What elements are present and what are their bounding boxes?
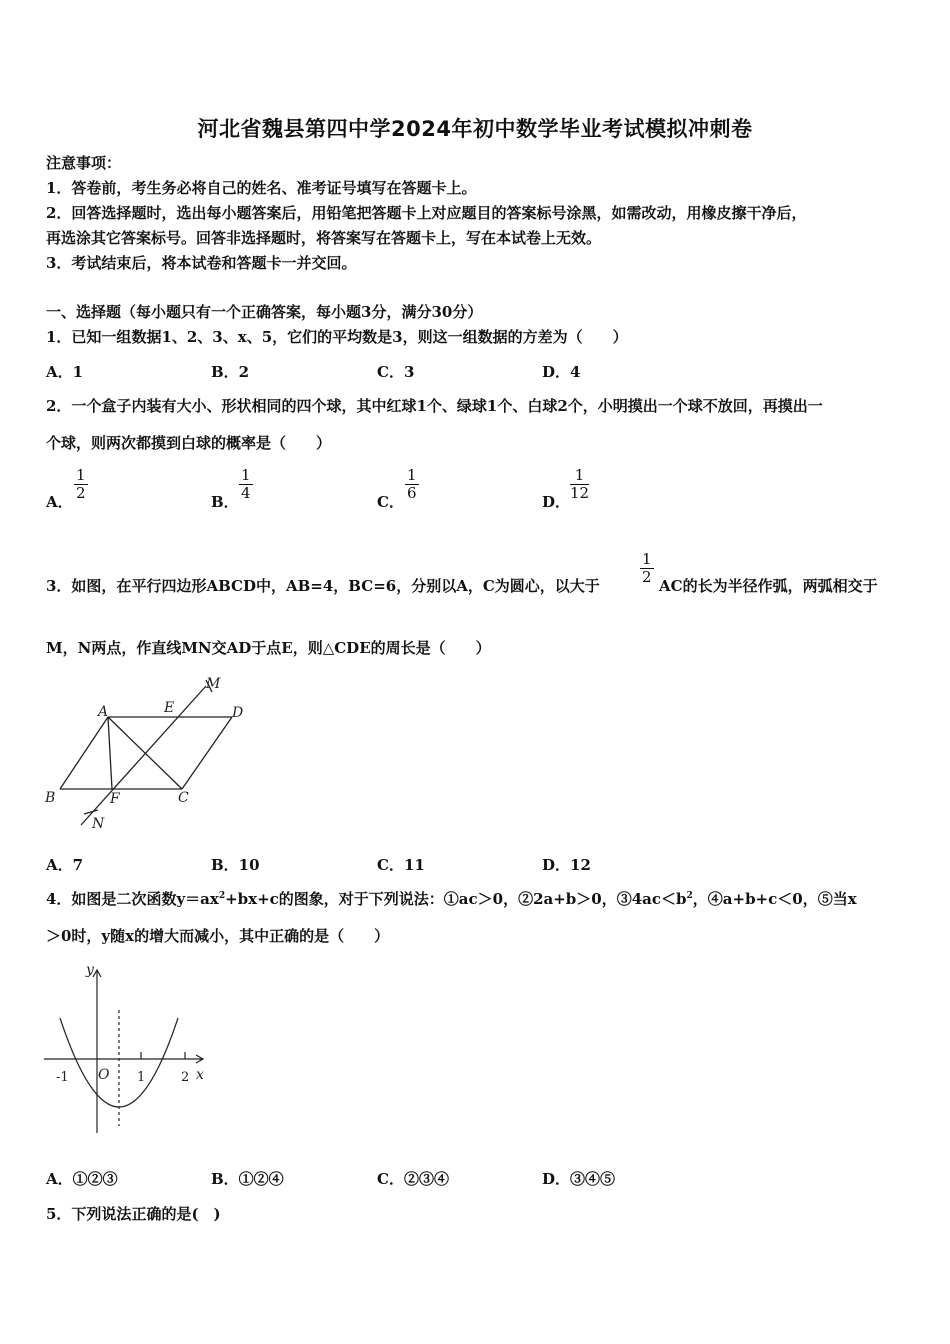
q2-option-c-fraction	[405, 467, 419, 502]
q4-stem-part: +bx+c的图象，对于下列说法：①ac＞0，②2a+b＞0，③4ac＜b	[225, 890, 687, 908]
fraction-denominator: 4	[241, 484, 251, 502]
fraction-denominator: 2	[642, 568, 652, 586]
q4-option-a: A．①②③	[46, 1170, 118, 1188]
fraction-numerator: 1	[76, 466, 86, 484]
q2-option-d-fraction	[570, 467, 589, 502]
question-1-stem: 1．已知一组数据1、2、3、x、5，它们的平均数是3，则这一组数据的方差为（ ）	[46, 328, 628, 346]
q3-option-c: C．11	[377, 856, 425, 874]
q4-stem-part: ，④a+b+c＜0，⑤当x	[692, 890, 857, 908]
q2-option-b-fraction	[239, 467, 253, 502]
fraction-numerator: 1	[570, 467, 589, 485]
notice-item: 3．考试结束后，将本试卷和答题卡一并交回。	[46, 254, 357, 272]
label-neg-one: -1	[56, 1070, 69, 1085]
q1-option-b: B．2	[211, 363, 250, 381]
section-heading: 一、选择题（每小题只有一个正确答案，每小题3分，满分30分）	[46, 303, 483, 321]
label-a: A	[98, 704, 109, 720]
question-2-stem-cont: 个球，则两次都摸到白球的概率是（ ）	[46, 434, 332, 452]
parabola-figure	[38, 958, 218, 1138]
label-f: F	[110, 791, 120, 807]
question-5-stem: 5．下列说法正确的是( )	[46, 1205, 221, 1223]
q3-option-a: A．7	[46, 856, 84, 874]
side-dc	[182, 717, 232, 789]
label-x: x	[196, 1067, 204, 1083]
question-4-stem-cont: ＞0时，y随x的增大而减小，其中正确的是（ ）	[46, 927, 390, 945]
q4-stem-part: 4．如图是二次函数y＝ax	[46, 890, 219, 908]
fraction-numerator: 1	[642, 550, 652, 568]
fraction-numerator: 1	[241, 466, 251, 484]
label-d: D	[232, 705, 244, 721]
fraction-denominator: 12	[570, 484, 590, 502]
segment-af	[108, 717, 112, 789]
notice-item: 1．答卷前，考生务必将自己的姓名、准考证号填写在答题卡上。	[46, 179, 477, 197]
q2-option-a-label: A．	[46, 493, 73, 511]
side-ab	[60, 717, 108, 789]
q1-option-d: D．4	[542, 363, 581, 381]
question-3-stem-cont: M，N两点，作直线MN交AD于点E，则△CDE的周长是（ ）	[46, 639, 491, 657]
fraction-numerator: 1	[407, 466, 417, 484]
question-4-stem	[46, 888, 857, 909]
fraction-denominator: 6	[407, 484, 417, 502]
fraction-denominator: 2	[76, 484, 86, 502]
q4-option-d: D．③④⑤	[542, 1170, 616, 1188]
q3-option-b: B．10	[211, 856, 260, 874]
q2-option-a-fraction	[74, 467, 88, 502]
label-one: 1	[137, 1070, 146, 1085]
label-origin: O	[98, 1067, 110, 1083]
q1-option-a: A．1	[46, 363, 84, 381]
question-3-stem-end: AC的长为半径作弧，两弧相交于	[659, 577, 878, 595]
label-b: B	[45, 790, 56, 806]
q2-option-c-label: C．	[377, 493, 404, 511]
q3-half-fraction	[640, 551, 654, 586]
label-n: N	[92, 816, 105, 832]
question-3-stem: 3．如图，在平行四边形ABCD中，AB=4，BC=6，分别以A，C为圆心，以大于	[46, 577, 600, 595]
notice-item: 再选涂其它答案标号。回答非选择题时，将答案写在答题卡上，写在本试卷上无效。	[46, 229, 602, 247]
q2-option-b-label: B．	[211, 493, 239, 511]
label-m: M	[206, 676, 221, 692]
exponent: 2	[686, 891, 693, 901]
q1-option-c: C．3	[377, 363, 415, 381]
page-title: 河北省魏县第四中学2024年初中数学毕业考试模拟冲刺卷	[197, 117, 753, 141]
label-c: C	[178, 790, 189, 806]
q4-option-c: C．②③④	[377, 1170, 449, 1188]
label-e: E	[164, 700, 175, 716]
q2-option-d-label: D．	[542, 493, 571, 511]
parallelogram-figure	[40, 670, 260, 840]
exponent: 2	[218, 891, 226, 901]
notice-heading: 注意事项：	[46, 154, 122, 172]
notice-item: 2．回答选择题时，选出每小题答案后，用铅笔把答题卡上对应题目的答案标号涂黑，如需改动，用橡皮擦干净后，	[46, 204, 807, 222]
question-2-stem: 2．一个盒子内装有大小、形状相同的四个球，其中红球1个、绿球1个、白球2个，小明摸出一个球不放回，再摸出一	[46, 397, 823, 415]
parabola-curve	[60, 1018, 178, 1107]
q4-option-b: B．①②④	[211, 1170, 284, 1188]
label-y: y	[86, 962, 94, 978]
q3-option-d: D．12	[542, 856, 591, 874]
label-two: 2	[181, 1070, 190, 1085]
